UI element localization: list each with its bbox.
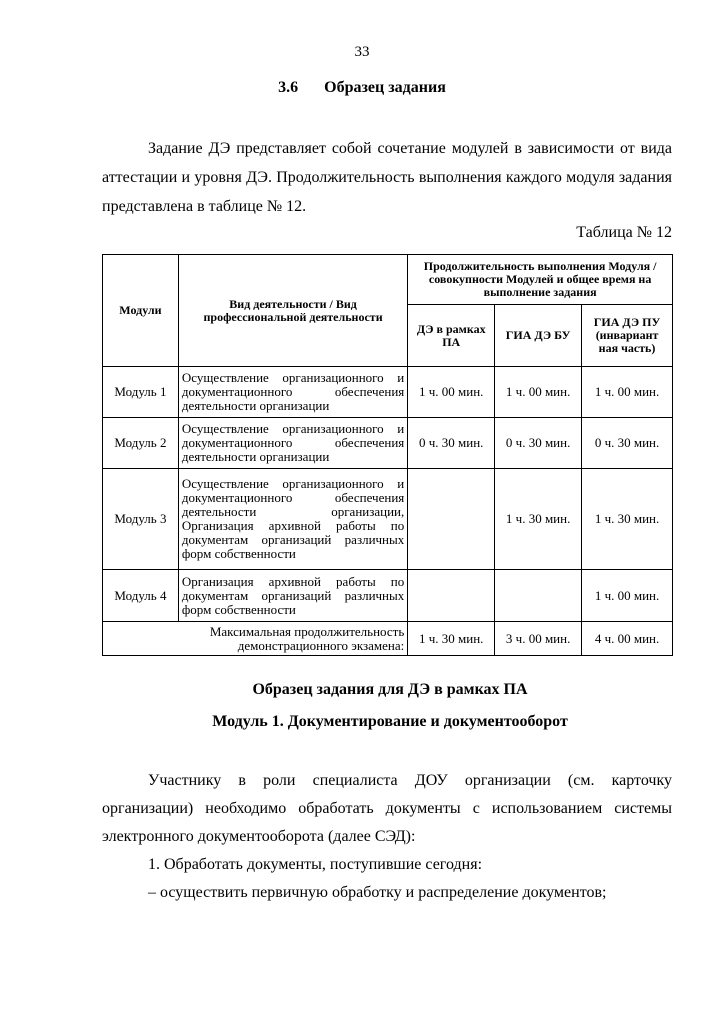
task-substep: – осуществить первичную обработку и распределение документов; — [148, 884, 607, 901]
time-cell: 1 ч. 30 мин. — [582, 469, 673, 570]
header-col-pa: ДЭ в рамках ПА — [408, 305, 495, 367]
total-time-cell: 4 ч. 00 мин. — [582, 622, 673, 656]
time-cell: 0 ч. 30 мин. — [408, 418, 495, 469]
time-cell: 0 ч. 30 мин. — [582, 418, 673, 469]
time-cell: 1 ч. 00 мин. — [582, 570, 673, 622]
table-caption: Таблица № 12 — [576, 224, 672, 241]
header-modules: Модули — [103, 255, 179, 367]
module-cell: Модуль 2 — [103, 418, 179, 469]
section-number: 3.6 — [278, 79, 299, 96]
intro-text: Задание ДЭ представляет собой сочетание модулей в зависимости от вида аттестации и уровня ДЭ. Продолжительность выполнения каждого модуля задания представлена в таблице № 12. — [102, 140, 672, 215]
table-total-row — [103, 622, 673, 656]
total-label: Максимальная продолжительность демонстрационного экзамена: — [103, 622, 408, 656]
header-col-gia-pu: ГИА ДЭ ПУ (инвариант ная часть) — [582, 305, 673, 367]
time-cell: 1 ч. 00 мин. — [408, 367, 495, 418]
time-cell: 0 ч. 30 мин. — [495, 418, 582, 469]
task-paragraph: Участнику в роли специалиста ДОУ организации (см. карточку организации) необходимо обработать документы с использованием системы электронного документооборота (далее СЭД): — [102, 772, 672, 845]
time-cell: 1 ч. 00 мин. — [495, 367, 582, 418]
subheading-sample-task: Образец задания для ДЭ в рамках ПА — [252, 681, 528, 698]
modules-duration-table — [102, 254, 673, 656]
page-number: 33 — [354, 44, 370, 60]
table-row — [103, 367, 673, 418]
table-row — [103, 469, 673, 570]
section-heading — [0, 79, 724, 97]
time-cell: 1 ч. 30 мин. — [495, 469, 582, 570]
table-row — [103, 570, 673, 622]
subheading-module-1: Модуль 1. Документирование и документооборот — [212, 713, 568, 730]
module-cell: Модуль 3 — [103, 469, 179, 570]
total-time-cell: 3 ч. 00 мин. — [495, 622, 582, 656]
total-time-cell: 1 ч. 30 мин. — [408, 622, 495, 656]
time-cell — [408, 469, 495, 570]
module-cell: Модуль 4 — [103, 570, 179, 622]
header-activity: Вид деятельности / Вид профессиональной деятельности — [178, 255, 407, 367]
time-cell — [495, 570, 582, 622]
activity-cell: Осуществление организационного и документационного обеспечения деятельности организации, Организация архивной работы по документам организаций различных форм собственности — [178, 469, 407, 570]
task-step: 1. Обработать документы, поступившие сегодня: — [148, 856, 483, 873]
table-row — [103, 418, 673, 469]
intro-paragraph — [102, 134, 672, 221]
activity-cell: Осуществление организационного и документационного обеспечения деятельности организации — [178, 367, 407, 418]
header-col-gia-bu: ГИА ДЭ БУ — [495, 305, 582, 367]
activity-cell: Осуществление организационного и документационного обеспечения деятельности организации — [178, 418, 407, 469]
module-cell: Модуль 1 — [103, 367, 179, 418]
activity-cell: Организация архивной работы по документам организаций различных форм собственности — [178, 570, 407, 622]
time-cell — [408, 570, 495, 622]
task-body — [102, 767, 672, 907]
header-duration: Продолжительность выполнения Модуля / совокупности Модулей и общее время на выполнение задания — [408, 255, 673, 305]
section-title: Образец задания — [324, 79, 446, 96]
time-cell: 1 ч. 00 мин. — [582, 367, 673, 418]
